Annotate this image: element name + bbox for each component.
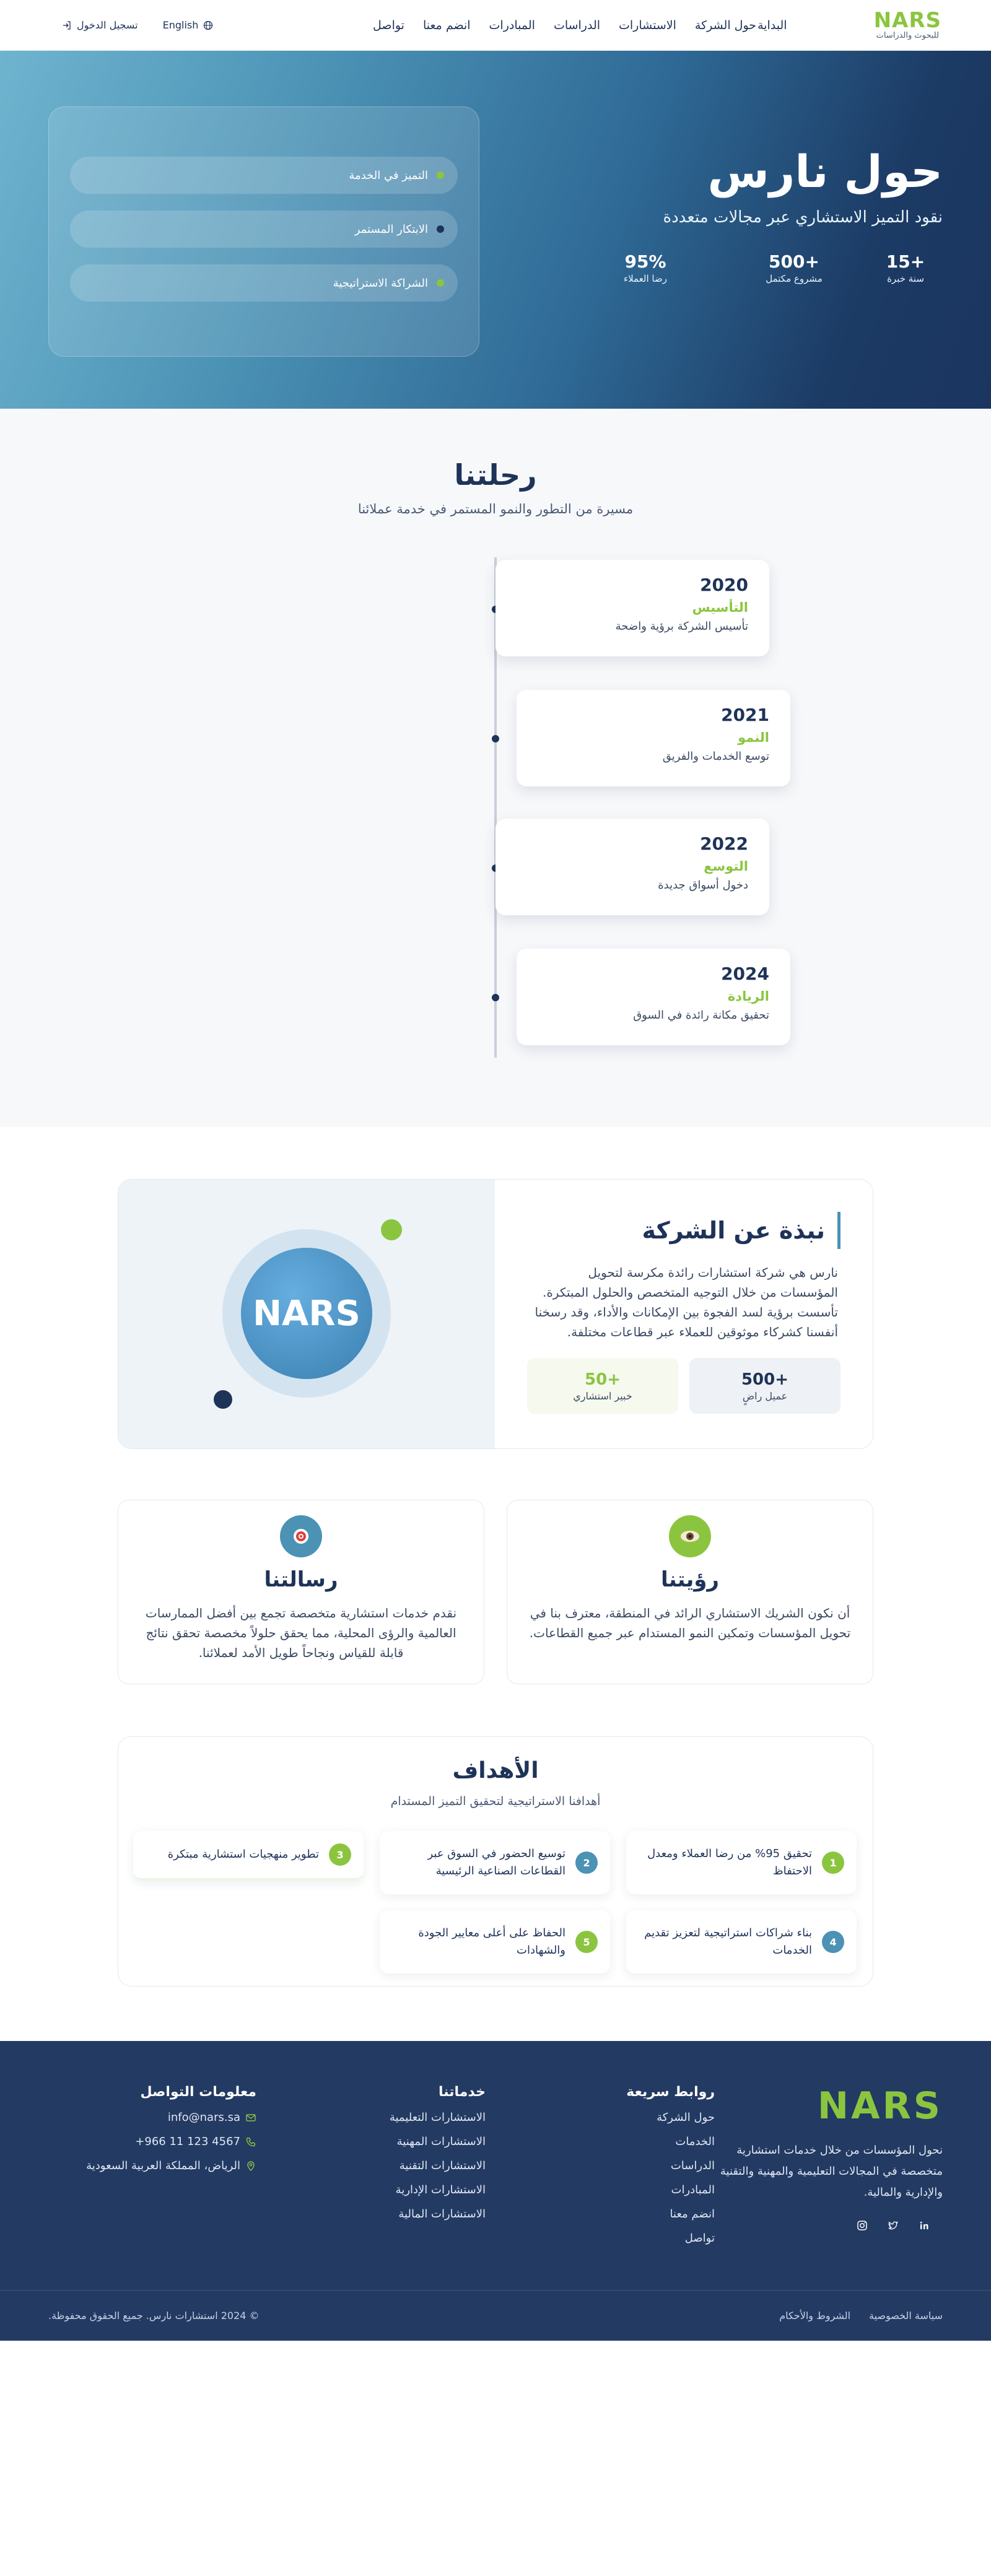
nav-link-consulting[interactable]: الاستشارات	[619, 18, 676, 32]
goal-text: تحقيق 95% من رضا العملاء ومعدل الاحتفاظ	[647, 1847, 812, 1878]
footer-link[interactable]: حول الشركة	[657, 2111, 715, 2124]
goal-text: تطوير منهجيات استشارية مبتكرة	[167, 1848, 319, 1861]
about-stat-number: 50+	[585, 1370, 621, 1389]
services-column	[390, 2084, 486, 2221]
stat-experience	[868, 251, 943, 284]
contact-phone[interactable]	[71, 2135, 256, 2148]
terms-link[interactable]: الشروط والأحكام	[779, 2310, 851, 2321]
target-icon	[280, 1515, 322, 1557]
timeline-card	[517, 949, 790, 1045]
bullet-dot-icon	[437, 172, 444, 179]
timeline-desc: تأسيس الشركة برؤية واضحة	[615, 620, 748, 633]
stat-satisfaction	[571, 251, 720, 284]
goals-title: الأهداف	[452, 1758, 539, 1783]
contact-email-text: info@nars.sa	[167, 2111, 240, 2124]
privacy-link[interactable]: سياسة الخصوصية	[869, 2310, 943, 2321]
phone-icon	[245, 2136, 256, 2147]
stat-number: 15+	[886, 251, 925, 272]
goals-subtitle: أهدافنا الاستراتيجية لتحقيق التميز المستدام	[390, 1795, 601, 1808]
about-visual	[118, 1180, 495, 1448]
about-stat-label: خبير استشاري	[573, 1390, 632, 1402]
timeline-year: 2022	[700, 833, 748, 854]
legal-links	[779, 2310, 943, 2321]
footer-brand	[707, 2084, 943, 2232]
about-text	[495, 1180, 873, 1448]
bullet-dot-icon	[437, 225, 444, 233]
timeline-year: 2024	[721, 964, 769, 984]
instagram-icon[interactable]	[856, 2219, 868, 2232]
hero-section	[0, 51, 991, 409]
footer-service-link[interactable]: الاستشارات الإدارية	[395, 2183, 486, 2196]
about-description: نارس هي شركة استشارات رائدة مكرسة لتحويل المؤسسات من خلال التوجيه المتخصص والحلول المبتكرة. تأسست برؤية لسد الفجوة بين الإمكانات والأداء، وقد رسخنا أنفسنا كشركاء موثوقين للعملاء عبر قطاعات مختلفة.	[535, 1265, 838, 1339]
timeline-card	[496, 819, 769, 915]
vision-card	[507, 1500, 873, 1684]
goal-item	[626, 1831, 857, 1894]
goal-number: 5	[575, 1931, 598, 1953]
login-label: تسجيل الدخول	[77, 19, 138, 31]
hero-text	[571, 144, 943, 284]
goal-number: 1	[822, 1852, 844, 1874]
nav-link-join[interactable]: انضم معنا	[422, 18, 471, 32]
goal-text: الحفاظ على أعلى معايير الجودة والشهادات	[418, 1926, 565, 1957]
about-stat-label: عميل راضٍ	[742, 1390, 788, 1402]
values-card	[48, 107, 479, 357]
login-button[interactable]	[62, 19, 138, 31]
language-label: English	[162, 19, 199, 31]
goal-number: 2	[575, 1852, 598, 1874]
stat-label: مشروع مكتمل	[766, 273, 823, 284]
value-pill	[70, 157, 458, 194]
value-pill	[70, 211, 458, 248]
social-links	[707, 2219, 943, 2232]
goal-item	[380, 1910, 610, 1973]
timeline-dot	[492, 735, 499, 742]
about-stat-number: 500+	[741, 1370, 789, 1389]
twitter-icon[interactable]	[887, 2219, 899, 2232]
hero-stats	[571, 251, 943, 284]
bullet-dot-icon	[437, 279, 444, 287]
vision-description: أن نكون الشريك الاستشاري الرائد في المنطقة، معترف بنا في تحويل المؤسسات وتمكين النمو المستدام عبر جميع القطاعات.	[529, 1606, 851, 1640]
journey-section	[0, 409, 991, 1127]
decorative-dot	[214, 1390, 232, 1409]
goal-item	[626, 1910, 857, 1973]
stat-number: 500+	[769, 251, 819, 272]
eye-icon	[669, 1515, 711, 1557]
value-pill	[70, 264, 458, 302]
timeline-phase: النمو	[738, 730, 769, 745]
nav-links	[373, 19, 787, 32]
nars-circle-logo: NARS	[241, 1248, 372, 1379]
timeline-phase: التأسيس	[692, 600, 748, 615]
goal-number: 3	[329, 1843, 351, 1866]
logo-subtitle: للبحوث والدراسات	[876, 30, 939, 40]
timeline-year: 2021	[721, 705, 769, 725]
language-button[interactable]	[163, 19, 214, 31]
footer-service-link[interactable]: الاستشارات التقنية	[399, 2159, 486, 2172]
nav-actions	[62, 19, 213, 31]
nav-link-about[interactable]: حول الشركة	[694, 18, 757, 32]
location-pin-icon	[245, 2160, 256, 2172]
logo[interactable]	[873, 7, 941, 41]
linkedin-icon[interactable]	[918, 2219, 930, 2232]
contact-email[interactable]	[71, 2111, 256, 2124]
goal-text: توسيع الحضور في السوق عبر القطاعات الصناعية الرئيسية	[427, 1847, 565, 1878]
footer-description: نحول المؤسسات من خلال خدمات استشارية متخصصة في المجالات التعليمية والمهنية والتقنية والإدارية والمالية.	[720, 2144, 943, 2199]
goals-card	[118, 1736, 873, 1986]
mission-card	[118, 1500, 484, 1684]
about-title: نبذة عن الشركة	[527, 1212, 840, 1249]
stat-number: 95%	[624, 251, 666, 272]
timeline-phase: الريادة	[727, 989, 769, 1004]
timeline-desc: توسع الخدمات والفريق	[662, 750, 769, 763]
footer-service-link[interactable]: الاستشارات المالية	[398, 2208, 486, 2221]
copyright: © 2024 استشارات نارس. جميع الحقوق محفوظة.	[48, 2310, 260, 2321]
value-label: الابتكار المستمر	[354, 222, 428, 236]
footer-link[interactable]: المبادرات	[671, 2183, 715, 2196]
stat-label: رضا العملاء	[624, 273, 667, 284]
contact-title: معلومات التواصل	[140, 2084, 256, 2100]
timeline-card	[517, 690, 790, 786]
goal-text: بناء شراكات استراتيجية لتعزيز تقديم الخدمات	[644, 1926, 812, 1957]
nav-link-studies[interactable]: الدراسات	[553, 18, 601, 32]
decorative-dot	[381, 1219, 402, 1240]
timeline-card	[496, 560, 769, 656]
about-card	[118, 1179, 873, 1449]
hero-title: حول نارس	[707, 146, 943, 198]
login-icon	[62, 20, 72, 30]
footer-service-link[interactable]: الاستشارات التعليمية	[389, 2111, 486, 2124]
journey-title: رحلتنا	[454, 458, 537, 492]
footer-logo[interactable]: NARS	[817, 2084, 943, 2128]
stat-projects	[720, 251, 868, 284]
timeline-year: 2020	[700, 575, 748, 595]
contact-phone-text: +966 11 123 4567	[135, 2135, 240, 2148]
footer-bottom-bar	[0, 2290, 991, 2341]
mission-description: نقدم خدمات استشارية متخصصة تجمع بين أفضل الممارسات العالمية والرؤى المحلية، مما يحقق حلولاً مخصصة تحقق نتائج قابلة للقياس ونجاحاً طويل الأمد لعملائنا.	[145, 1606, 457, 1660]
footer-link[interactable]: الخدمات	[675, 2135, 715, 2148]
stat-label: سنة خبرة	[887, 273, 924, 284]
logo-word: NARS	[873, 7, 941, 33]
value-label: التميز في الخدمة	[349, 168, 428, 182]
timeline-phase: التوسع	[704, 859, 748, 874]
journey-subtitle: مسيرة من التطور والنمو المستمر في خدمة عملائنا	[357, 502, 634, 516]
contact-address	[71, 2159, 256, 2172]
footer-service-link[interactable]: الاستشارات المهنية	[396, 2135, 486, 2148]
hero-subtitle: نقود التميز الاستشاري عبر مجالات متعددة	[663, 208, 943, 227]
footer-link[interactable]: الدراسات	[670, 2159, 715, 2172]
nav-link-home[interactable]: البداية	[757, 18, 787, 32]
nav-link-contact[interactable]: تواصل	[373, 18, 404, 32]
nav-link-initiatives[interactable]: المبادرات	[489, 18, 535, 32]
about-stats	[527, 1358, 840, 1414]
about-stat-experts	[527, 1358, 678, 1414]
footer	[0, 2041, 991, 2341]
quick-links-title: روابط سريعة	[626, 2084, 715, 2100]
timeline-desc: تحقيق مكانة رائدة في السوق	[633, 1009, 769, 1022]
goal-item	[133, 1831, 364, 1881]
goal-number: 4	[822, 1931, 844, 1953]
footer-link[interactable]: تواصل	[684, 2232, 715, 2245]
mission-title: رسالتنا	[264, 1567, 338, 1592]
top-nav	[0, 0, 991, 51]
services-title: خدماتنا	[439, 2084, 486, 2100]
contact-column	[71, 2084, 256, 2172]
footer-link[interactable]: انضم معنا	[670, 2208, 715, 2221]
goal-item	[380, 1831, 610, 1894]
about-stat-clients	[689, 1358, 840, 1414]
timeline-dot	[492, 994, 499, 1001]
vision-title: رؤيتنا	[661, 1567, 719, 1592]
timeline-desc: دخول أسواق جديدة	[658, 879, 748, 892]
globe-icon	[203, 20, 213, 30]
contact-address-text: الرياض، المملكة العربية السعودية	[86, 2159, 240, 2172]
value-label: الشراكة الاستراتيجية	[333, 276, 428, 290]
mail-icon	[245, 2112, 256, 2123]
quick-links-column	[626, 2084, 715, 2245]
